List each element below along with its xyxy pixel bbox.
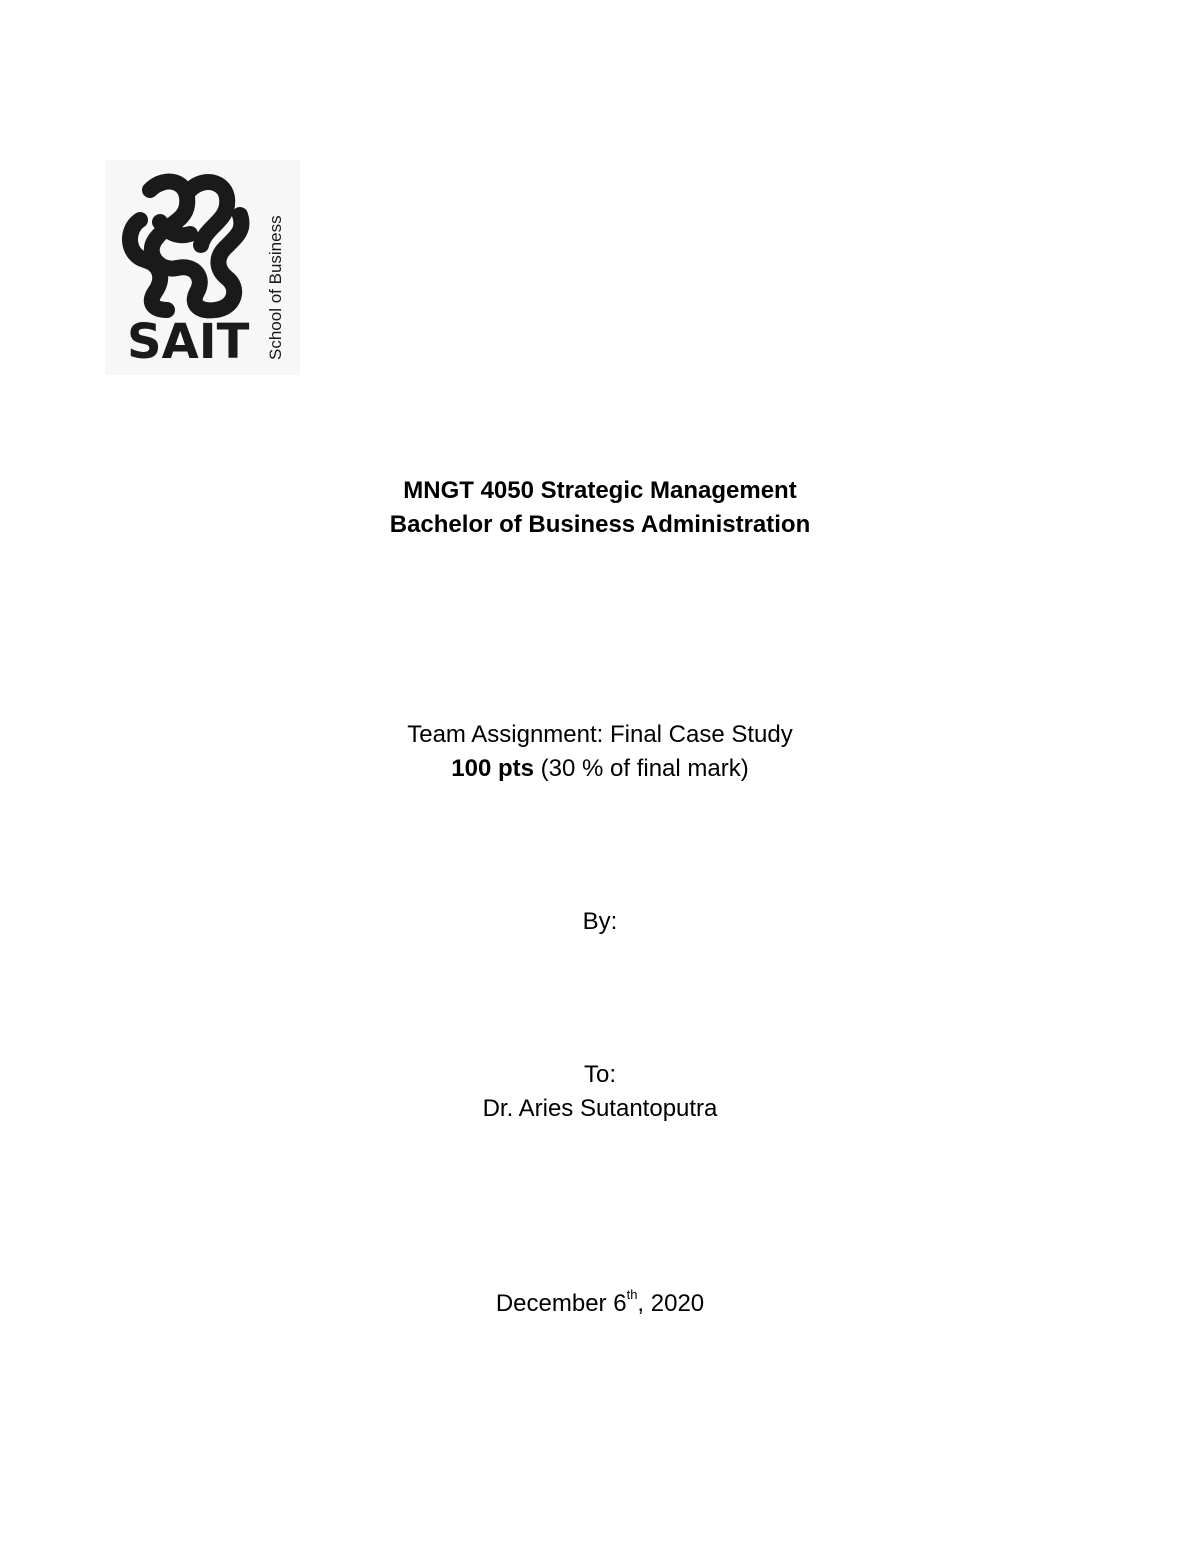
program-name: Bachelor of Business Administration — [389, 511, 811, 538]
recipient-name: Dr. Aries Sutantoputra — [482, 1095, 718, 1122]
to-label: To: — [583, 1061, 616, 1088]
logo-wordmark: SAIT — [127, 314, 250, 370]
logo-subtitle: School of Business — [266, 215, 285, 360]
points-value: 100 pts — [451, 755, 534, 782]
sait-emblem-icon — [105, 160, 300, 375]
points-note: (30 % of final mark) — [533, 755, 749, 782]
sait-logo — [105, 160, 300, 375]
date-year: , 2020 — [637, 1290, 705, 1317]
by-label: By: — [582, 908, 618, 935]
course-title: MNGT 4050 Strategic Management — [403, 477, 797, 504]
assignment-title: Team Assignment: Final Case Study — [407, 721, 793, 748]
submission-date — [0, 1289, 1200, 1319]
date-ordinal: th — [626, 1287, 638, 1302]
assignment-points — [0, 754, 1200, 784]
date-prefix: December 6 — [495, 1290, 627, 1317]
